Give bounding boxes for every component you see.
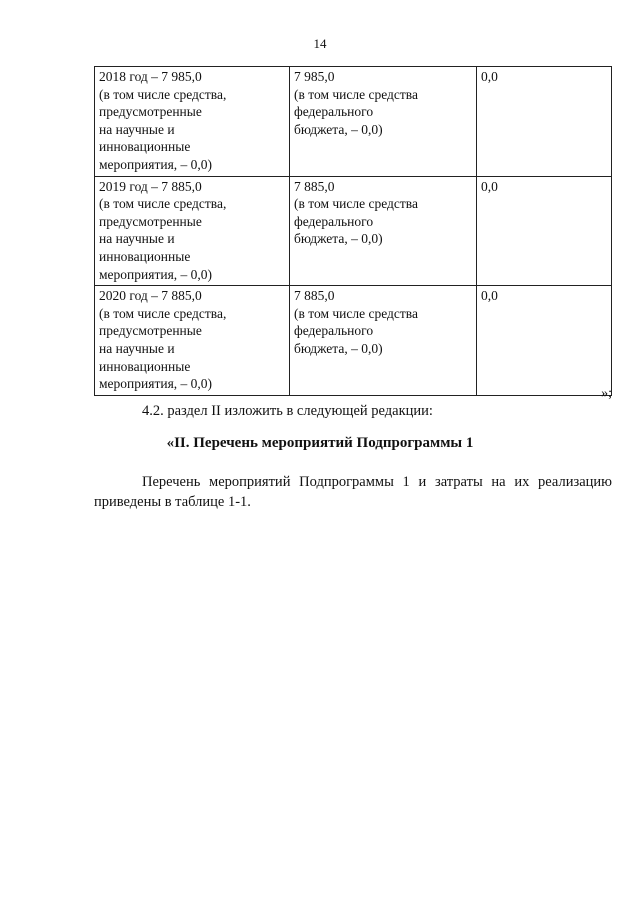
- cell-line: 0,0: [481, 288, 498, 304]
- table-cell-other: [477, 176, 612, 286]
- cell-line: бюджета, – 0,0): [294, 121, 383, 137]
- cell-line: 2019 год – 7 885,0: [99, 178, 202, 194]
- cell-line: на научные и: [99, 340, 175, 356]
- table-row: [95, 286, 612, 396]
- cell-line: предусмотренные: [99, 323, 202, 339]
- cell-line: (в том числе средства,: [99, 86, 227, 102]
- table-cell-other: [477, 67, 612, 177]
- cell-line: (в том числе средства: [294, 196, 418, 212]
- cell-line: 7 885,0: [294, 288, 335, 304]
- cell-line: инновационные: [99, 358, 191, 374]
- cell-line: мероприятия, – 0,0): [99, 156, 213, 172]
- cell-line: на научные и: [99, 121, 175, 137]
- table-cell-total: [95, 286, 290, 396]
- table-cell-federal: [290, 176, 477, 286]
- cell-line: 2018 год – 7 985,0: [99, 69, 202, 84]
- cell-line: предусмотренные: [99, 104, 202, 120]
- table-row: [95, 67, 612, 177]
- cell-line: 0,0: [481, 69, 498, 84]
- section-heading: «II. Перечень мероприятий Подпрограммы 1: [166, 435, 474, 451]
- cell-line: бюджета, – 0,0): [294, 340, 383, 356]
- cell-line: (в том числе средства: [294, 86, 418, 102]
- table-cell-total: [95, 176, 290, 286]
- amendment-paragraph: 4.2. раздел II изложить в следующей редакции:: [142, 403, 433, 419]
- cell-line: на научные и: [99, 231, 175, 247]
- cell-line: бюджета, – 0,0): [294, 231, 383, 247]
- cell-line: мероприятия, – 0,0): [99, 266, 213, 282]
- table-cell-federal: [290, 286, 477, 396]
- cell-line: инновационные: [99, 248, 191, 264]
- cell-line: 2020 год – 7 885,0: [99, 288, 202, 304]
- table-row: [95, 176, 612, 286]
- cell-line: предусмотренные: [99, 213, 202, 229]
- cell-line: (в том числе средства,: [99, 196, 227, 212]
- cell-line: 0,0: [481, 178, 498, 194]
- table-cell-total: [95, 67, 290, 177]
- cell-line: федерального: [294, 213, 374, 229]
- cell-line: 7 985,0: [294, 69, 335, 84]
- table-cell-other: [477, 286, 612, 396]
- table-cell-federal: [290, 67, 477, 177]
- cell-line: федерального: [294, 104, 374, 120]
- cell-line: (в том числе средства: [294, 305, 418, 321]
- funding-table: [94, 66, 612, 396]
- body-paragraph: Перечень мероприятий Подпрограммы 1 и затраты на их реализацию приведены в таблице 1-1.: [94, 474, 612, 510]
- cell-line: инновационные: [99, 139, 191, 155]
- closing-quote: »;: [601, 386, 612, 401]
- cell-line: (в том числе средства,: [99, 305, 227, 321]
- cell-line: федерального: [294, 323, 374, 339]
- cell-line: мероприятия, – 0,0): [99, 376, 213, 392]
- cell-line: 7 885,0: [294, 178, 335, 194]
- page-number: 14: [313, 36, 327, 51]
